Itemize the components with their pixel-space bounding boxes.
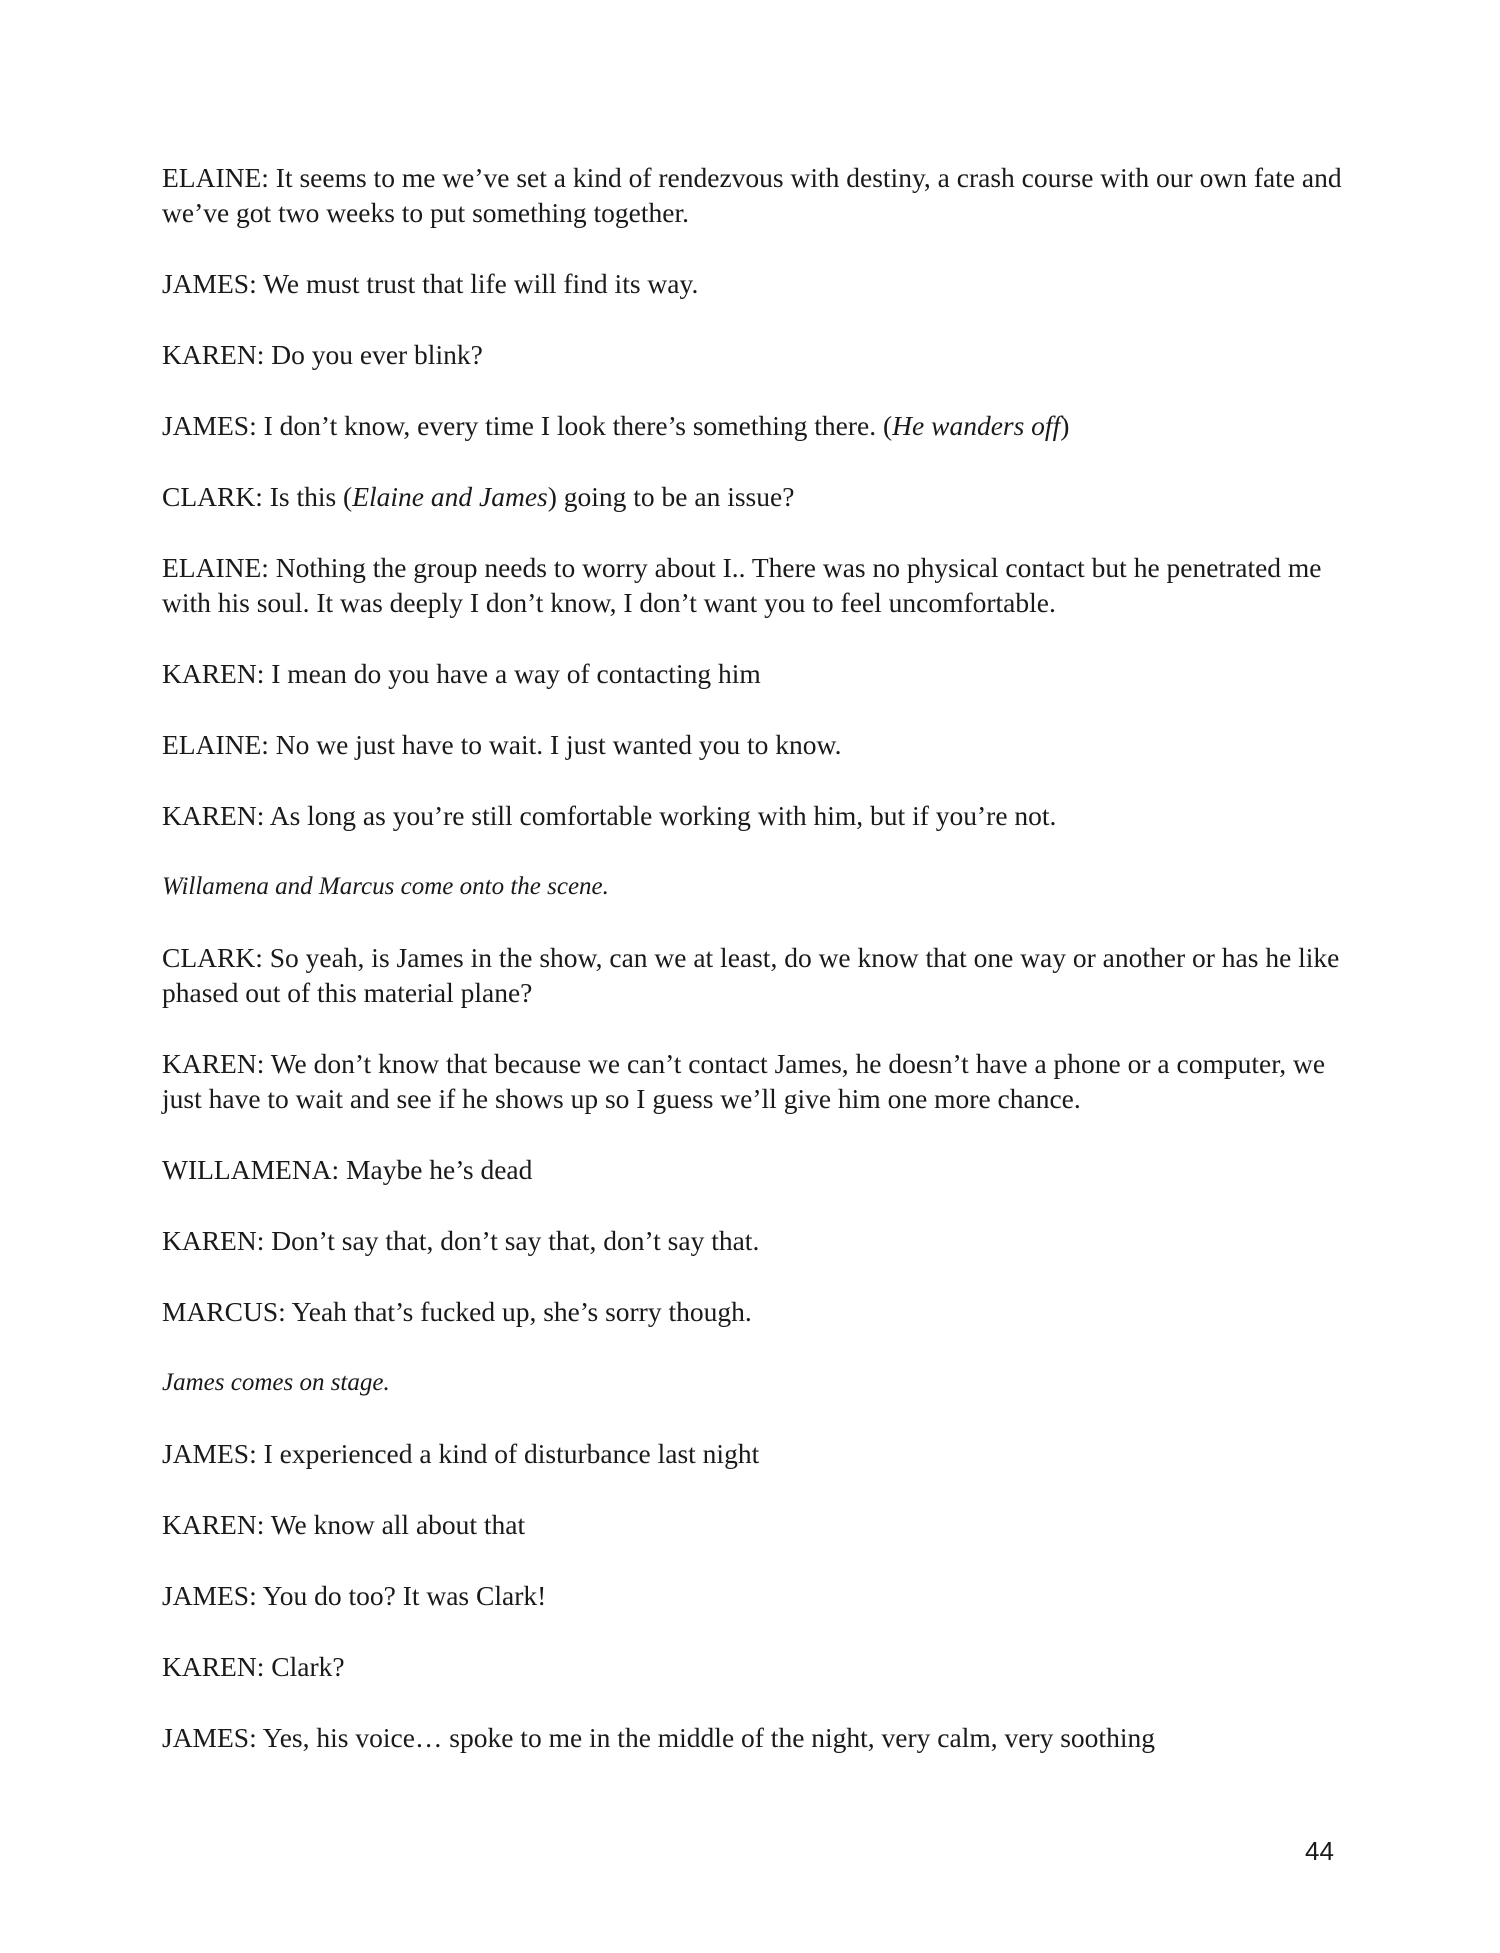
dialogue-text: Do you ever blink? (271, 339, 483, 370)
speaker-name: JAMES: (162, 1438, 257, 1469)
dialogue-line (162, 1436, 1362, 1471)
dialogue-line (162, 1649, 1362, 1684)
speaker-name: JAMES: (162, 268, 257, 299)
speaker-name: WILLAMENA: (162, 1154, 340, 1185)
stage-direction: Willamena and Marcus come onto the scene. (162, 873, 609, 900)
speaker-name: JAMES: (162, 1722, 257, 1753)
dialogue-line (162, 656, 1362, 691)
dialogue-text: Nothing the group needs to worry about I.. There was no physical contact but he penetrated me with his soul. It was deeply I don’t know, I don’t want you to feel uncomfortable. (162, 552, 1322, 618)
speaker-name: MARCUS: (162, 1296, 286, 1327)
page-number: 44 (1305, 1836, 1334, 1866)
dialogue-line (162, 266, 1362, 301)
dialogue-line (162, 1294, 1362, 1329)
speaker-name: JAMES: (162, 1580, 257, 1611)
dialogue-line (162, 940, 1362, 1010)
dialogue-text: No we just have to wait. I just wanted you to know. (275, 729, 842, 760)
dialogue-text: We must trust that life will find its way. (263, 268, 699, 299)
speaker-name: KAREN: (162, 800, 265, 831)
dialogue-text: I experienced a kind of disturbance last night (263, 1438, 760, 1469)
speaker-name: CLARK: (162, 481, 263, 512)
dialogue-line (162, 408, 1362, 443)
script-body (162, 160, 1362, 1791)
dialogue-line (162, 550, 1362, 620)
speaker-name: KAREN: (162, 1225, 265, 1256)
dialogue-text: It seems to me we’ve set a kind of rendezvous with destiny, a crash course with our own fate and we’ve got two weeks to put something together. (162, 162, 1342, 228)
speaker-name: KAREN: (162, 658, 265, 689)
dialogue-text: So yeah, is James in the show, can we at least, do we know that one way or another or has he like phased out of this material plane? (162, 942, 1340, 1008)
dialogue-text-after: ) going to be an issue? (547, 481, 795, 512)
dialogue-text: Clark? (271, 1651, 345, 1682)
dialogue-text: Yes, his voice… spoke to me in the middle of the night, very calm, very soothing (262, 1722, 1155, 1753)
dialogue-text: You do too? It was Clark! (262, 1580, 547, 1611)
speaker-name: ELAINE: (162, 162, 269, 193)
dialogue-text: As long as you’re still comfortable working with him, but if you’re not. (269, 800, 1057, 831)
dialogue-line (162, 1152, 1362, 1187)
dialogue-line (162, 479, 1362, 514)
speaker-name: KAREN: (162, 339, 265, 370)
dialogue-line (162, 160, 1362, 230)
dialogue-text: We know all about that (270, 1509, 526, 1540)
dialogue-text: I don’t know, every time I look there’s something there. ( (263, 410, 893, 441)
dialogue-line (162, 1223, 1362, 1258)
inline-stage-direction: He wanders off (892, 410, 1061, 441)
dialogue-line (162, 727, 1362, 762)
speaker-name: KAREN: (162, 1509, 265, 1540)
dialogue-line (162, 1046, 1362, 1116)
dialogue-line (162, 337, 1362, 372)
inline-stage-direction: Elaine and James (352, 481, 548, 512)
dialogue-line (162, 1720, 1362, 1755)
dialogue-text-after: ) (1060, 410, 1070, 441)
dialogue-text: Don’t say that, don’t say that, don’t say that. (271, 1225, 760, 1256)
speaker-name: KAREN: (162, 1048, 265, 1079)
speaker-name: KAREN: (162, 1651, 265, 1682)
stage-direction: James comes on stage. (162, 1369, 390, 1396)
dialogue-line (162, 1578, 1362, 1613)
speaker-name: CLARK: (162, 942, 263, 973)
dialogue-line (162, 798, 1362, 833)
dialogue-text: Is this ( (269, 481, 353, 512)
speaker-name: ELAINE: (162, 729, 269, 760)
dialogue-line (162, 1507, 1362, 1542)
dialogue-text: Yeah that’s fucked up, she’s sorry though. (291, 1296, 752, 1327)
speaker-name: ELAINE: (162, 552, 269, 583)
dialogue-text: We don’t know that because we can’t contact James, he doesn’t have a phone or a computer, we just have to wait and see if he shows up so I guess we’ll give him one more chance. (162, 1048, 1326, 1114)
dialogue-text: Maybe he’s dead (346, 1154, 533, 1185)
speaker-name: JAMES: (162, 410, 257, 441)
dialogue-text: I mean do you have a way of contacting him (271, 658, 761, 689)
